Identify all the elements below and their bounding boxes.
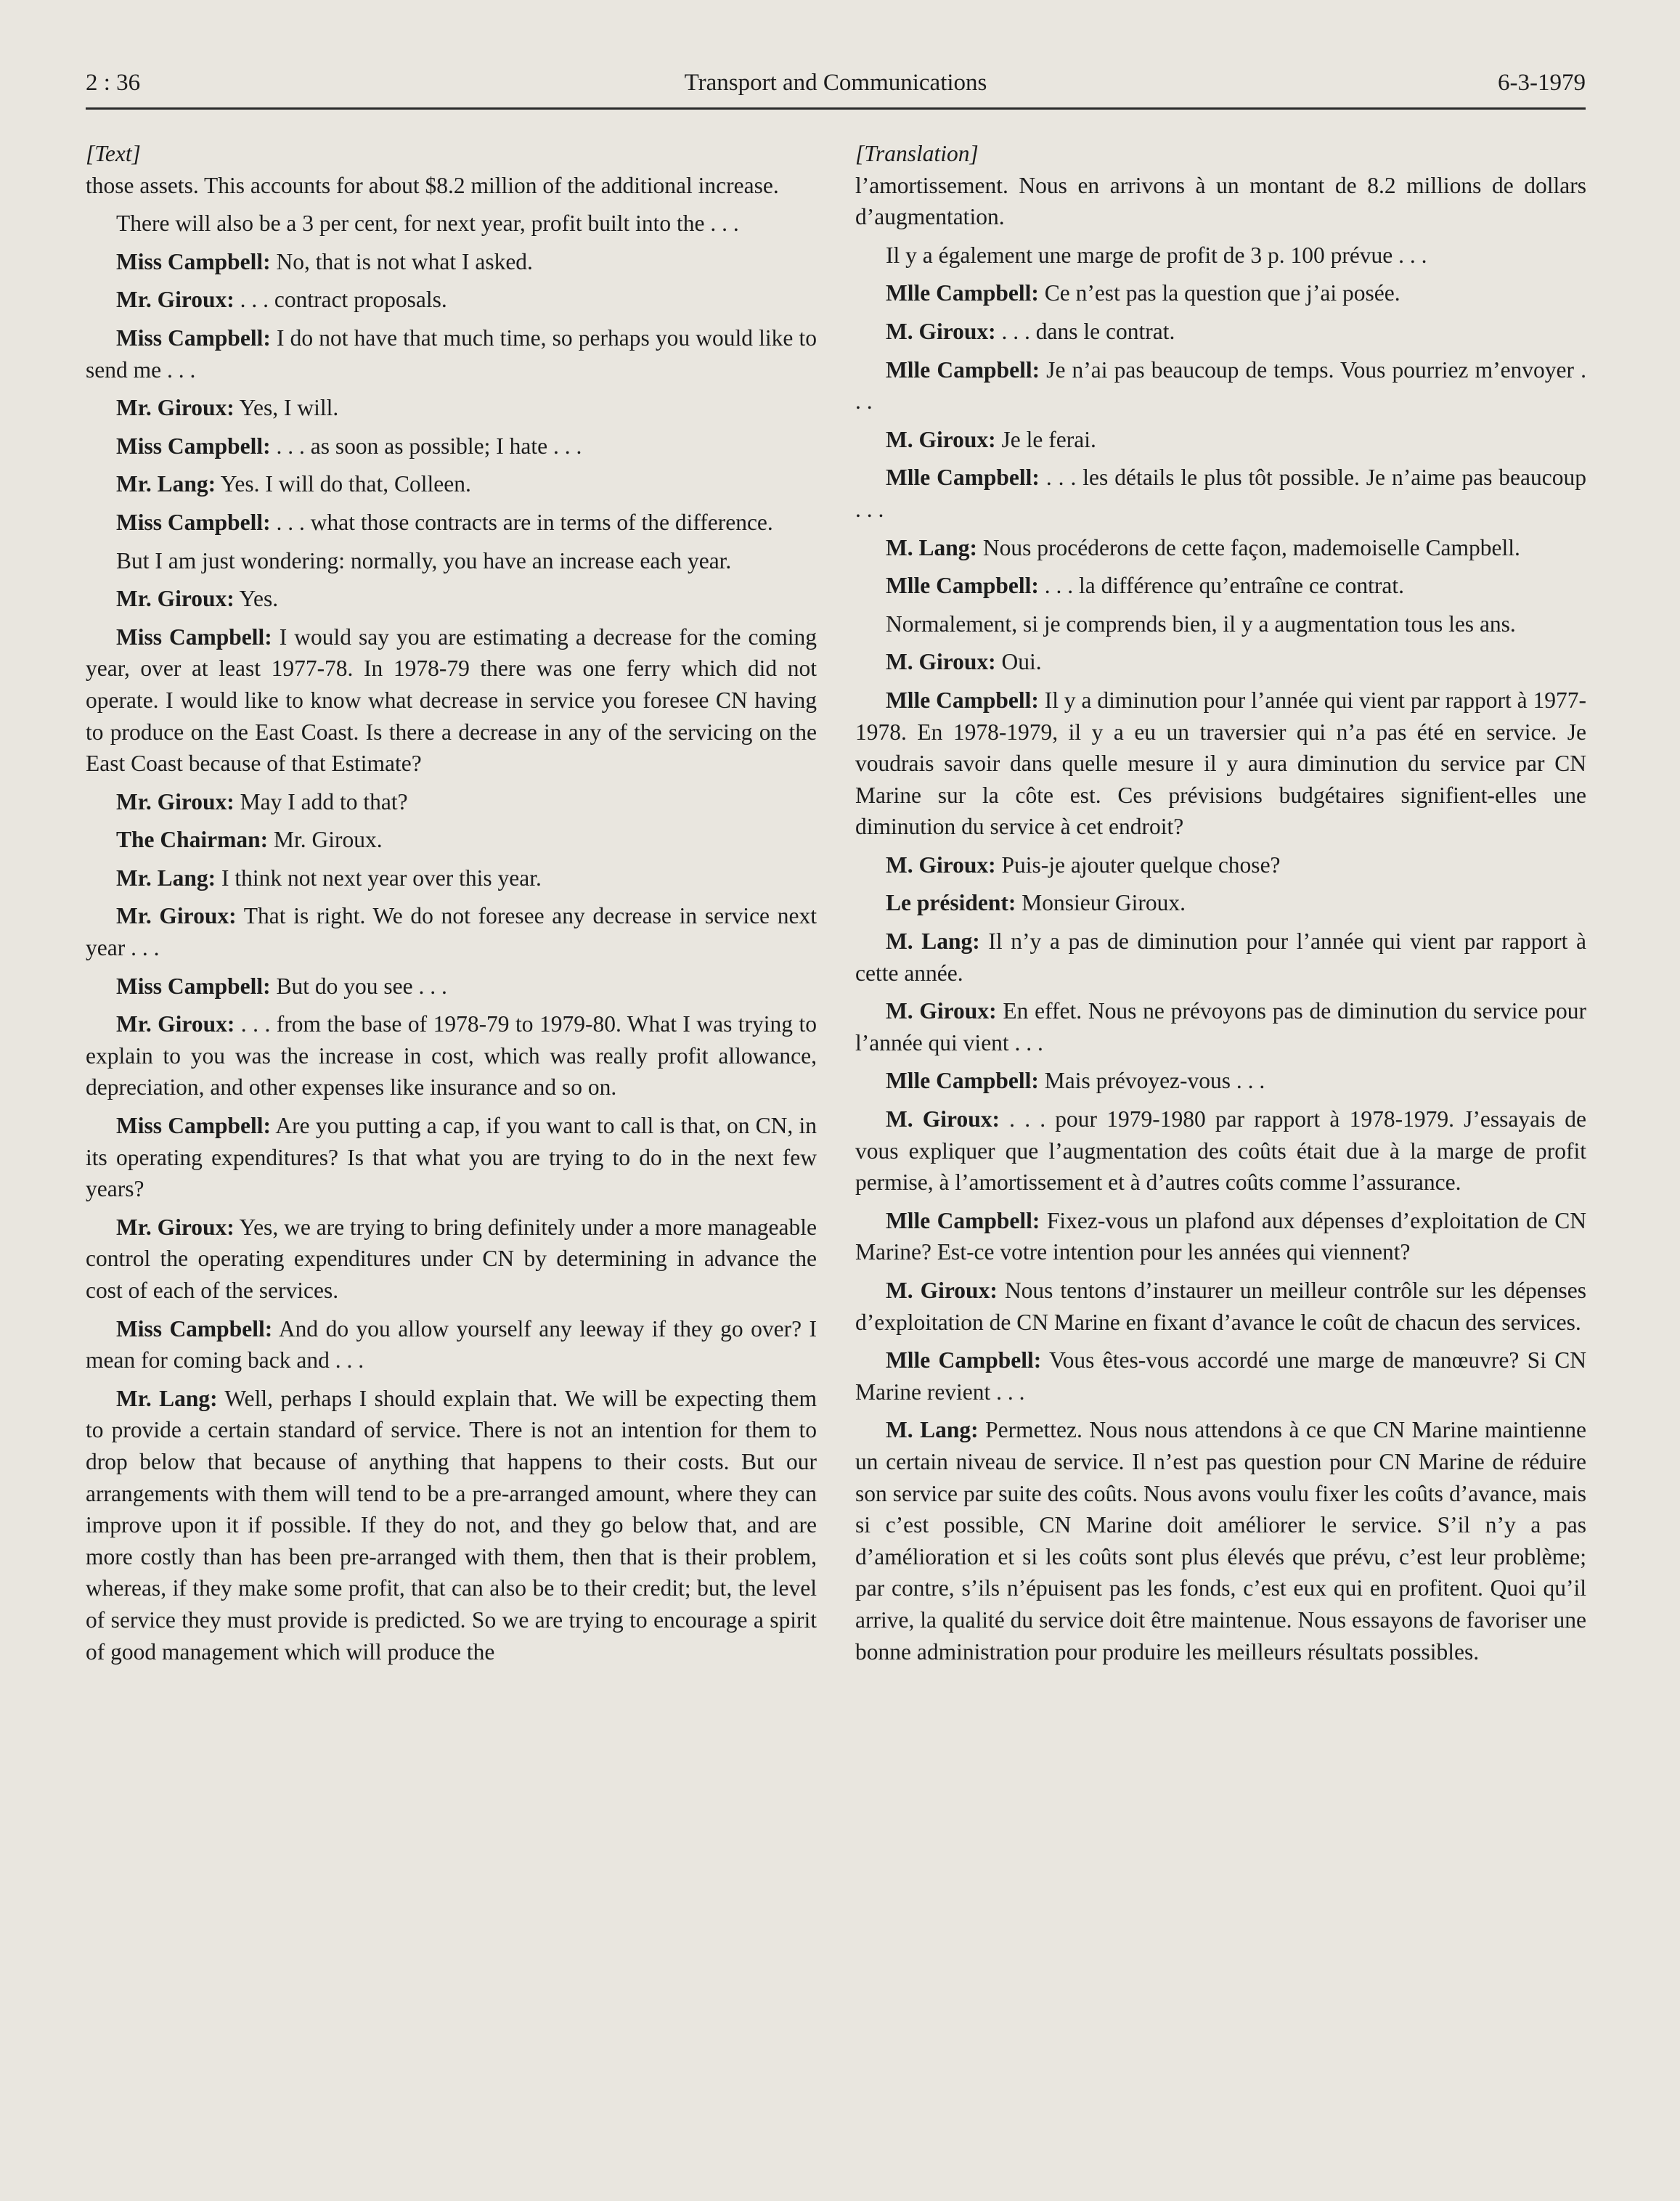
- speaker-name: Mr. Giroux:: [116, 1214, 235, 1240]
- speaker-name: Miss Campbell:: [116, 624, 272, 650]
- transcript-paragraph: [855, 240, 1586, 271]
- paragraph-text: Permettez. Nous nous attendons à ce que CN Marine maintienne un certain niveau de service. Il n’est pas question pour CN Marine de réduire son service par suite des coûts. Nous avons voulu fixer les coûts d’avance, mais si c’est possible, CN Marine doit améliorer le service. S’il n’y a pas d’amélioration et si les coûts sont plus élevés que prévu, c’est leur problème; par contre, s’ils n’épuisent pas les fonds, c’est eux qui en profitent. Quoi qu’il arrive, la qualité du service doit être maintenue. Nous essayons de favoriser une bonne administration pour produire les meilleurs résultats possibles.: [855, 1417, 1587, 1665]
- transcript-paragraph: [86, 284, 817, 316]
- speaker-name: M. Lang:: [886, 928, 980, 955]
- transcript-paragraph: [86, 468, 817, 500]
- paragraph-text: Well, perhaps I should explain that. We will be expecting them to provide a certain standard of service. There is not an intention for them to drop below that because of anything that happens to their costs. But our arrangements with them will tend to be a pre-arranged amount, where they can improve upon it if possible. If they do not, and they go below that, and are more costly than has been pre-arranged with them, then that is their problem, whereas, if they make some profit, that can also be to their credit; but, the level of service they must provide is predicted. So we are trying to encourage a spirit of good management which will produce the: [86, 1385, 817, 1665]
- speaker-name: Mlle Campbell:: [886, 280, 1039, 306]
- paragraph-text: . . . from the base of 1978-79 to 1979-80. What I was trying to explain to you was the increase in cost, which was really profit allowance, depreciation, and other expenses like insurance and so on.: [86, 1011, 817, 1100]
- speaker-name: M. Lang:: [886, 534, 977, 560]
- paragraph-text: May I add to that?: [234, 788, 408, 814]
- transcript-paragraph: [86, 170, 817, 202]
- speaker-name: Miss Campbell:: [116, 1315, 273, 1342]
- paragraph-text: l’amortissement. Nous en arrivons à un montant de 8.2 millions de dollars d’augmentation.: [855, 172, 1586, 230]
- paragraph-text: Yes. I will do that, Colleen.: [216, 471, 471, 497]
- speaker-name: Mlle Campbell:: [886, 573, 1039, 599]
- speaker-name: Miss Campbell:: [116, 324, 271, 351]
- speaker-name: Miss Campbell:: [116, 509, 271, 535]
- paragraph-text: Mais prévoyez-vous . . .: [1038, 1068, 1265, 1094]
- header-date: 6-3-1979: [1498, 70, 1586, 96]
- speaker-name: Mr. Giroux:: [116, 1011, 235, 1037]
- transcript-paragraph: [86, 786, 817, 818]
- speaker-name: Mlle Campbell:: [886, 1347, 1042, 1373]
- paragraph-text: And do you allow yourself any leeway if they go over? I mean for coming back and . . .: [86, 1315, 817, 1373]
- transcript-paragraph: [855, 354, 1586, 417]
- paragraph-text: . . . pour 1979-1980 par rapport à 1978-1979. J’essayais de vous expliquer que l’augmentation des coûts était due à la marge de profit permise, à l’amortissement et à d’autres coûts comme l’assurance.: [855, 1106, 1587, 1196]
- speaker-name: Mlle Campbell:: [886, 1068, 1039, 1094]
- transcript-paragraph: [855, 316, 1586, 348]
- transcript-paragraph: [86, 1313, 817, 1376]
- paragraph-text: But do you see . . .: [270, 973, 447, 999]
- speaker-name: Mr. Giroux:: [116, 395, 235, 421]
- paragraph-text: Oui.: [995, 649, 1042, 675]
- paragraph-text: Normalement, si je comprends bien, il y a augmentation tous les ans.: [886, 611, 1516, 637]
- paragraph-text: En effet. Nous ne prévoyons pas de diminution du service pour l’année qui vient . . .: [855, 998, 1586, 1055]
- speaker-name: The Chairman:: [116, 827, 269, 853]
- paragraph-text: Puis-je ajouter quelque chose?: [995, 852, 1281, 878]
- transcript-paragraph: [855, 532, 1586, 564]
- transcript-paragraph: [86, 430, 817, 462]
- paragraph-text: But I am just wondering: normally, you have an increase each year.: [116, 547, 732, 573]
- column-label: [Translation]: [855, 141, 979, 166]
- speaker-name: Miss Campbell:: [116, 1113, 271, 1139]
- paragraph-text: Je n’ai pas beaucoup de temps. Vous pourriez m’envoyer . . .: [855, 356, 1586, 415]
- transcript-paragraph: [86, 1383, 817, 1667]
- transcript-paragraph: [855, 1065, 1586, 1097]
- speaker-name: M. Giroux:: [886, 318, 996, 344]
- paragraph-text: Il y a diminution pour l’année qui vient par rapport à 1977-1978. En 1978-1979, il y a eu un traversier qui n’a pas été en service. Je voudrais savoir dans quelle mesure il y aura diminution du service par CN Marine sur la côte est. Ces prévisions budgétaires signifient-elles une diminution du service à cet endroit?: [855, 687, 1587, 840]
- paragraph-text: I do not have that much time, so perhaps you would like to send me . . .: [86, 324, 817, 383]
- transcript-paragraph: [855, 646, 1586, 678]
- transcript-paragraph: [86, 545, 817, 577]
- transcript-paragraph: [855, 462, 1586, 525]
- paragraph-text: I would say you are estimating a decrease for the coming year, over at least 1977-78. In 1978-79 there was one ferry which did not operate. I would like to know what decrease in service you foresee CN having to produce on the East Coast. Is there a decrease in any of the servicing on the East Coast because of that Estimate?: [86, 624, 817, 777]
- transcript-paragraph: [86, 583, 817, 615]
- paragraph-text: There will also be a 3 per cent, for next year, profit built into the . . .: [116, 211, 739, 237]
- transcript-paragraph: [86, 971, 817, 1003]
- paragraph-text: Fixez-vous un plafond aux dépenses d’exploitation de CN Marine? Est-ce votre intention pour les années qui viennent?: [855, 1207, 1586, 1265]
- english-column: [86, 138, 817, 1674]
- speaker-name: M. Giroux:: [886, 1106, 1000, 1132]
- paragraph-text: Monsieur Giroux.: [1016, 890, 1186, 916]
- paragraph-text: Nous procéderons de cette façon, mademoiselle Campbell.: [977, 534, 1520, 560]
- speaker-name: M. Lang:: [886, 1417, 979, 1443]
- transcript-paragraph: [86, 1008, 817, 1103]
- paragraph-text: Ce n’est pas la question que j’ai posée.: [1038, 280, 1400, 306]
- transcript-paragraph: [855, 1275, 1586, 1338]
- transcript-paragraph: [855, 685, 1586, 843]
- transcript-paragraph: [855, 849, 1586, 881]
- french-column: [855, 138, 1586, 1674]
- paragraph-text: That is right. We do not foresee any decrease in service next year . . .: [86, 903, 817, 961]
- paragraph-text: Are you putting a cap, if you want to call is that, on CN, in its operating expenditures? Is that what you are trying to do in the next few years?: [86, 1113, 817, 1202]
- speaker-name: M. Giroux:: [886, 998, 997, 1024]
- page-number: 2 : 36: [86, 70, 141, 96]
- paragraph-text: . . . what those contracts are in terms of the difference.: [270, 509, 773, 535]
- speaker-name: Miss Campbell:: [116, 973, 271, 999]
- speaker-name: Mr. Lang:: [116, 1385, 218, 1411]
- paragraph-text: Yes, we are trying to bring definitely under a more manageable control the operating expenditures under CN by determining in advance the cost of each of the services.: [86, 1214, 817, 1303]
- running-title: Transport and Communications: [684, 70, 987, 96]
- speaker-name: M. Giroux:: [886, 426, 996, 452]
- paragraph-text: Nous tentons d’instaurer un meilleur contrôle sur les dépenses d’exploitation de CN Marine en fixant d’avance le coût de chacun des services.: [855, 1278, 1587, 1335]
- paragraph-text: . . . as soon as possible; I hate . . .: [270, 433, 582, 459]
- transcript-paragraph: [86, 322, 817, 385]
- paragraph-text: . . . les détails le plus tôt possible. Je n’aime pas beaucoup . . .: [855, 465, 1586, 522]
- speaker-name: Mr. Giroux:: [116, 903, 237, 929]
- paragraph-text: Il n’y a pas de diminution pour l’année qui vient par rapport à cette année.: [855, 928, 1586, 986]
- transcript-paragraph: [855, 424, 1586, 456]
- transcript-paragraph: [86, 1110, 817, 1205]
- paragraph-text: Vous êtes-vous accordé une marge de manœuvre? Si CN Marine revient . . .: [855, 1347, 1586, 1405]
- transcript-paragraph: [855, 570, 1586, 602]
- speaker-name: Mr. Lang:: [116, 865, 216, 891]
- speaker-name: M. Giroux:: [886, 1278, 998, 1303]
- transcript-paragraph: [855, 170, 1586, 233]
- speaker-name: Mr. Lang:: [116, 471, 216, 497]
- transcript-paragraph: [86, 246, 817, 278]
- transcript-paragraph: [86, 507, 817, 539]
- transcript-paragraph: [86, 862, 817, 894]
- transcript-paragraph: [855, 926, 1586, 989]
- transcript-paragraph: [855, 608, 1586, 640]
- speaker-name: M. Giroux:: [886, 649, 996, 675]
- page-header: [86, 64, 1586, 110]
- paragraph-text: . . . contract proposals.: [234, 287, 447, 313]
- transcript-paragraph: [86, 824, 817, 856]
- speaker-name: Le président:: [886, 890, 1016, 916]
- paragraph-text: those assets. This accounts for about $8.2 million of the additional increase.: [86, 172, 779, 198]
- transcript-paragraph: [86, 208, 817, 240]
- speaker-name: Mr. Giroux:: [116, 788, 235, 814]
- speaker-name: Mr. Giroux:: [116, 287, 235, 313]
- paragraph-text: Yes.: [234, 586, 279, 612]
- paragraph-text: . . . dans le contrat.: [995, 318, 1175, 344]
- speaker-name: Mr. Giroux:: [116, 586, 235, 612]
- speaker-name: Mlle Campbell:: [886, 356, 1040, 383]
- transcript-paragraph: [855, 1414, 1586, 1667]
- speaker-name: Miss Campbell:: [116, 248, 271, 274]
- transcript-paragraph: [86, 1212, 817, 1307]
- paragraph-text: No, that is not what I asked.: [270, 248, 533, 274]
- transcript-paragraph: [86, 621, 817, 780]
- paragraph-text: Mr. Giroux.: [268, 827, 383, 853]
- transcript-paragraph: [855, 1205, 1586, 1268]
- transcript-paragraph: [855, 995, 1586, 1058]
- speaker-name: M. Giroux:: [886, 852, 996, 878]
- speaker-name: Miss Campbell:: [116, 433, 271, 459]
- paragraph-text: Je le ferai.: [995, 426, 1096, 452]
- paragraph-text: Il y a également une marge de profit de 3 p. 100 prévue . . .: [886, 242, 1427, 268]
- transcript-paragraph: [855, 1103, 1586, 1198]
- transcript-paragraph: [855, 1344, 1586, 1408]
- speaker-name: Mlle Campbell:: [886, 465, 1040, 491]
- paragraph-text: . . . la différence qu’entraîne ce contrat.: [1038, 573, 1404, 599]
- paragraph-text: I think not next year over this year.: [216, 865, 542, 891]
- transcript-paragraph: [86, 392, 817, 424]
- transcript-paragraph: [86, 900, 817, 963]
- transcript-paragraph: [855, 277, 1586, 309]
- paragraph-text: Yes, I will.: [234, 395, 339, 421]
- transcript-paragraph: [855, 887, 1586, 919]
- column-label: [Text]: [86, 141, 141, 166]
- speaker-name: Mlle Campbell:: [886, 1207, 1040, 1233]
- speaker-name: Mlle Campbell:: [886, 687, 1039, 713]
